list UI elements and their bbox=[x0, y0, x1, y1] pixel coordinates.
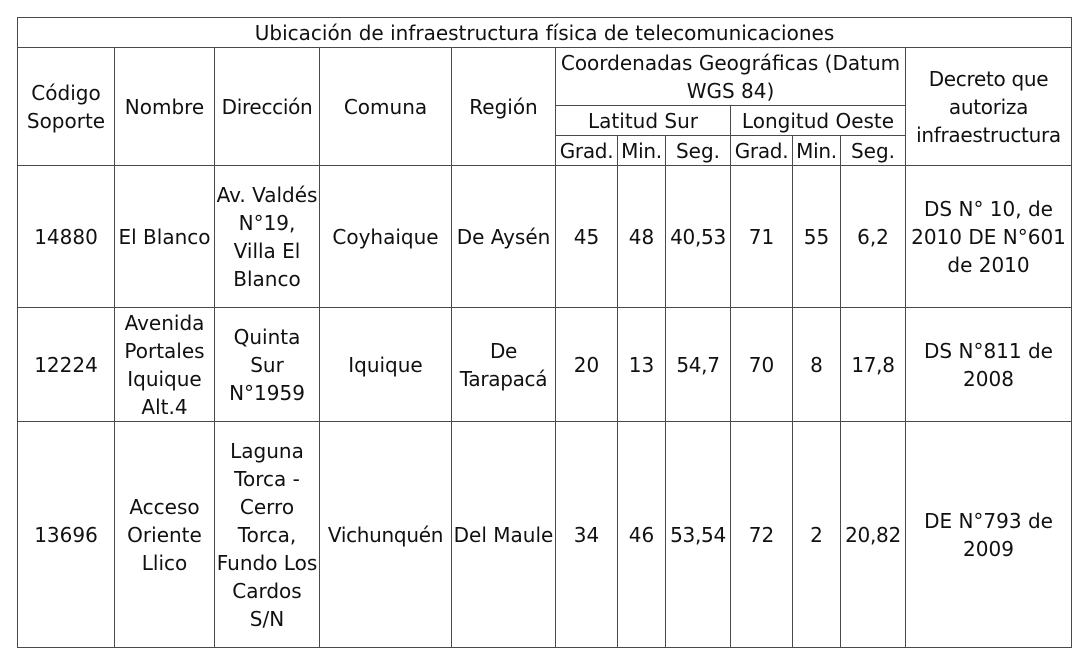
cell-direccion: Laguna Torca - Cerro Torca, Fundo Los Cardos S/N bbox=[215, 422, 320, 648]
header-lon-seg: Seg. bbox=[841, 136, 906, 166]
cell-lat-grad: 20 bbox=[556, 308, 618, 422]
cell-lat-min: 48 bbox=[618, 166, 666, 308]
cell-direccion: Av. Valdés N°19, Villa El Blanco bbox=[215, 166, 320, 308]
cell-lon-min: 2 bbox=[793, 422, 841, 648]
infrastructure-table bbox=[17, 17, 1072, 648]
cell-lon-grad: 71 bbox=[731, 166, 793, 308]
header-lon-min: Min. bbox=[793, 136, 841, 166]
cell-comuna: Iquique bbox=[320, 308, 452, 422]
cell-nombre: Acceso Oriente Llico bbox=[115, 422, 215, 648]
table-row bbox=[18, 166, 1072, 308]
table-title: Ubicación de infraestructura física de telecomunicaciones bbox=[18, 18, 1072, 48]
header-direccion: Dirección bbox=[215, 48, 320, 166]
cell-lat-seg: 54,7 bbox=[666, 308, 731, 422]
cell-comuna: Vichunquén bbox=[320, 422, 452, 648]
table-row bbox=[18, 308, 1072, 422]
header-lon-grad: Grad. bbox=[731, 136, 793, 166]
cell-lon-seg: 20,82 bbox=[841, 422, 906, 648]
cell-decreto: DS N° 10, de 2010 DE N°601 de 2010 bbox=[906, 166, 1072, 308]
cell-lat-grad: 45 bbox=[556, 166, 618, 308]
cell-lon-seg: 17,8 bbox=[841, 308, 906, 422]
header-longitud: Longitud Oeste bbox=[731, 106, 906, 136]
cell-decreto: DS N°811 de 2008 bbox=[906, 308, 1072, 422]
cell-lat-min: 13 bbox=[618, 308, 666, 422]
cell-codigo: 13696 bbox=[18, 422, 115, 648]
cell-direccion: Quinta Sur N°1959 bbox=[215, 308, 320, 422]
header-coordenadas: Coordenadas Geográficas (Datum WGS 84) bbox=[556, 48, 906, 106]
cell-lat-grad: 34 bbox=[556, 422, 618, 648]
cell-codigo: 14880 bbox=[18, 166, 115, 308]
cell-nombre: El Blanco bbox=[115, 166, 215, 308]
header-codigo: Código Soporte bbox=[18, 48, 115, 166]
header-lat-min: Min. bbox=[618, 136, 666, 166]
cell-nombre: Avenida Portales Iquique Alt.4 bbox=[115, 308, 215, 422]
cell-lat-seg: 40,53 bbox=[666, 166, 731, 308]
cell-region: De Aysén bbox=[452, 166, 556, 308]
cell-lat-seg: 53,54 bbox=[666, 422, 731, 648]
header-comuna: Comuna bbox=[320, 48, 452, 166]
cell-lat-min: 46 bbox=[618, 422, 666, 648]
cell-lon-grad: 70 bbox=[731, 308, 793, 422]
header-decreto: Decreto que autoriza infraestructura bbox=[906, 48, 1072, 166]
cell-lon-grad: 72 bbox=[731, 422, 793, 648]
cell-region: De Tarapacá bbox=[452, 308, 556, 422]
table-row bbox=[18, 422, 1072, 648]
header-lat-grad: Grad. bbox=[556, 136, 618, 166]
cell-lon-seg: 6,2 bbox=[841, 166, 906, 308]
header-lat-seg: Seg. bbox=[666, 136, 731, 166]
header-nombre: Nombre bbox=[115, 48, 215, 166]
header-region: Región bbox=[452, 48, 556, 166]
cell-lon-min: 55 bbox=[793, 166, 841, 308]
cell-comuna: Coyhaique bbox=[320, 166, 452, 308]
header-latitud: Latitud Sur bbox=[556, 106, 731, 136]
cell-lon-min: 8 bbox=[793, 308, 841, 422]
cell-region: Del Maule bbox=[452, 422, 556, 648]
cell-codigo: 12224 bbox=[18, 308, 115, 422]
cell-decreto: DE N°793 de 2009 bbox=[906, 422, 1072, 648]
